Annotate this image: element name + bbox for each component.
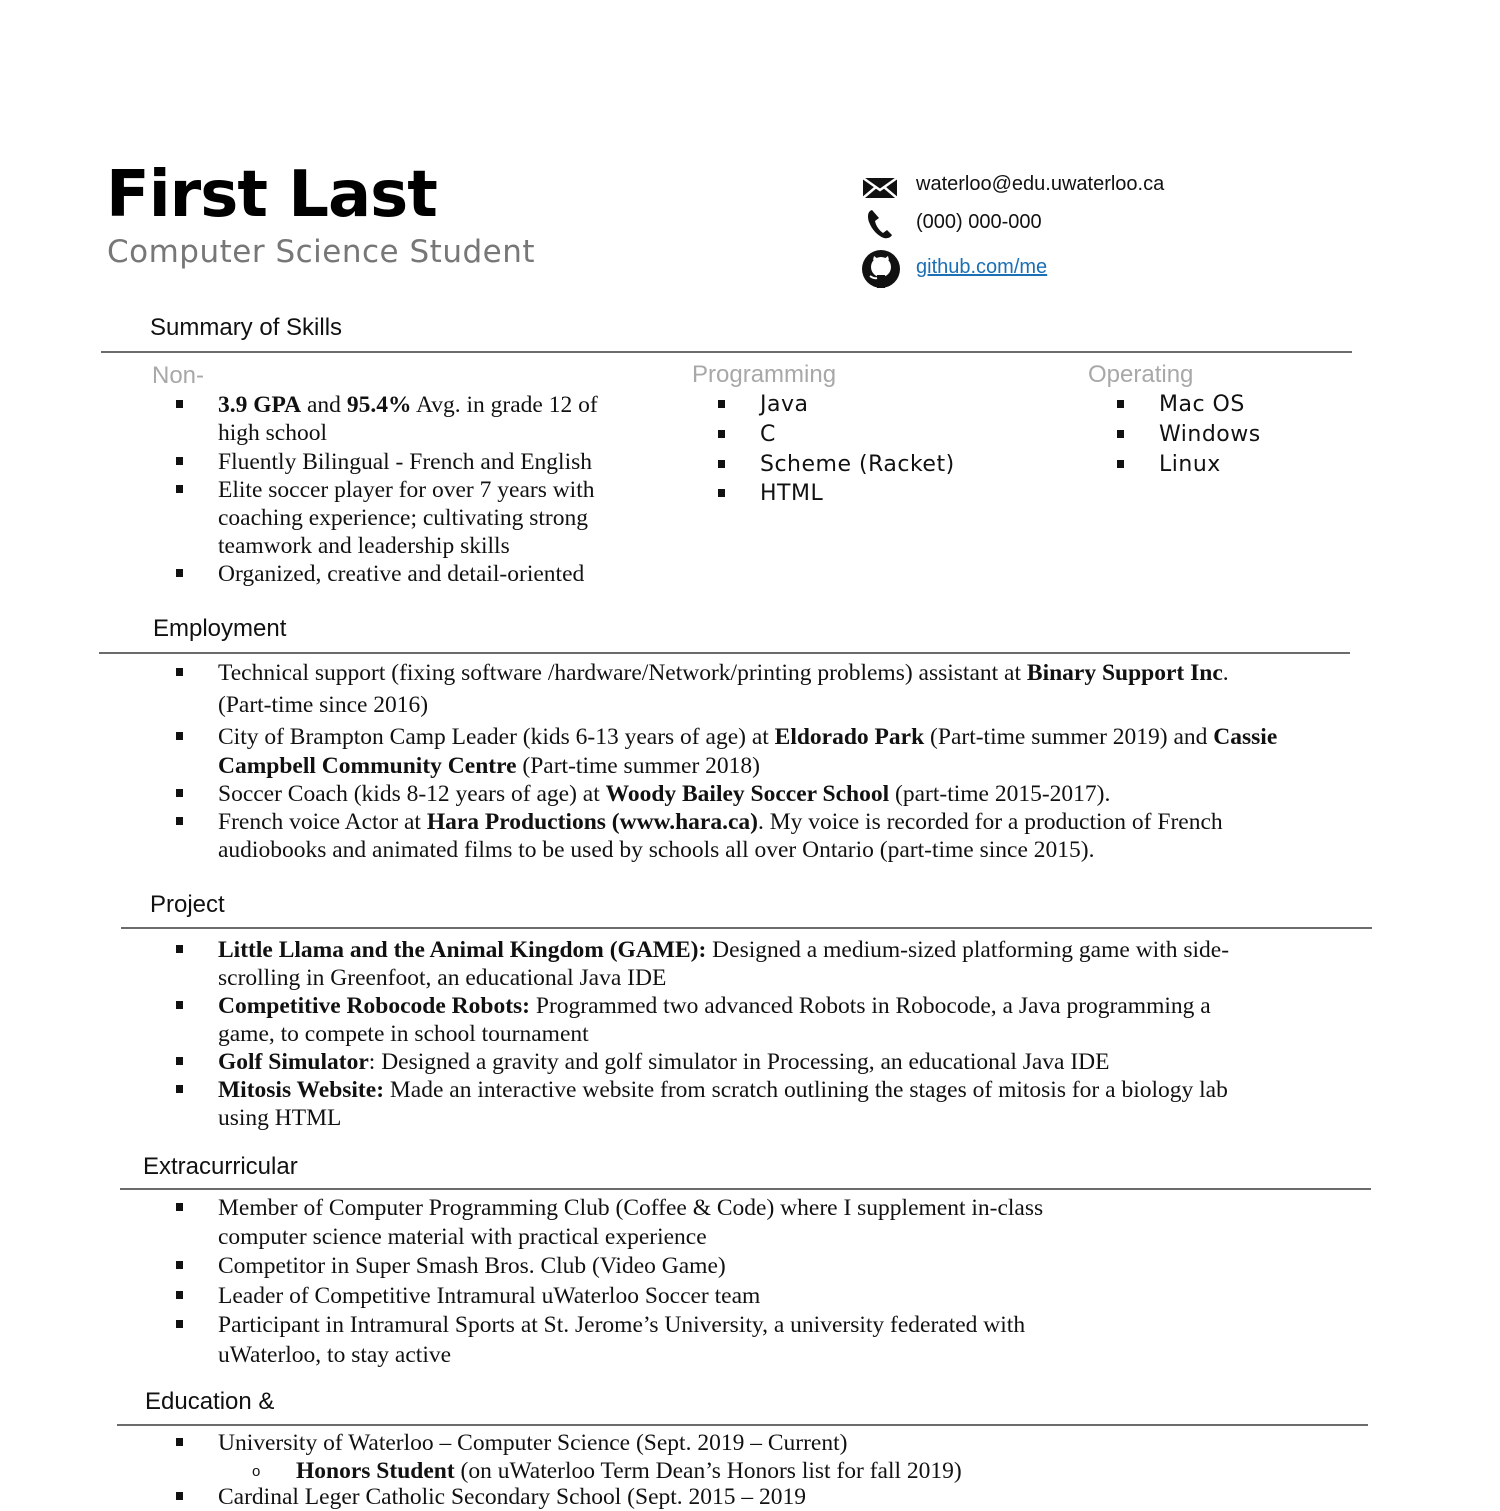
- bullet-icon: [176, 1261, 183, 1269]
- bullet-icon: [718, 489, 725, 497]
- section-divider: [120, 1188, 1371, 1190]
- text: Elite soccer player for over 7 years with: [218, 477, 595, 503]
- text: game, to compete in school tournament: [218, 1021, 589, 1047]
- list-item-line: [760, 391, 808, 419]
- text: Programmed two advanced Robots in Robocode, a Java programming a: [530, 993, 1211, 1019]
- github-link[interactable]: github.com/me: [916, 256, 1048, 278]
- list-item-line: [1159, 391, 1245, 419]
- list-item-line: [218, 780, 1110, 808]
- text: Fluently Bilingual - French and English: [218, 449, 593, 475]
- text: Made an interactive website from scratch outlining the stages of mitosis for a biology lab: [384, 1077, 1228, 1103]
- list-item-line: [218, 1223, 707, 1251]
- section-divider: [117, 1424, 1368, 1426]
- text: Technical support (fixing software /hardware/Network/printing problems) assistant at: [218, 660, 1027, 686]
- section-divider: [121, 927, 1372, 929]
- section-divider: [99, 652, 1350, 654]
- bullet-icon: [176, 668, 183, 676]
- text: City of Brampton Camp Leader (kids 6-13 years of age) at: [218, 724, 775, 750]
- bullet-icon: [176, 400, 183, 408]
- text: Avg. in grade 12 of: [411, 392, 598, 418]
- github-link-wrap[interactable]: [916, 256, 1047, 279]
- text: (Part-time summer 2018): [516, 753, 760, 779]
- skills-column-heading-programming: Programming: [692, 361, 837, 388]
- list-item-line: [218, 419, 327, 447]
- skills-column-heading-non: Non-: [152, 362, 205, 389]
- bold-text: Little Llama and the Animal Kingdom (GAME):: [218, 937, 707, 963]
- text: coaching experience; cultivating strong: [218, 505, 588, 531]
- bullet-icon: [1117, 430, 1124, 438]
- list-item-line: [1159, 421, 1261, 449]
- text: French voice Actor at: [218, 809, 427, 835]
- bullet-icon: [176, 789, 183, 797]
- bullet-icon: [176, 569, 183, 577]
- bold-text: Hara Productions (www.hara.ca): [426, 809, 758, 835]
- section-heading-skills: Summary of Skills: [150, 314, 343, 341]
- text: Competitor in Super Smash Bros. Club (Video Game): [218, 1253, 726, 1279]
- bullet-icon: [718, 460, 725, 468]
- list-item-line: [218, 1252, 726, 1280]
- bullet-icon: [176, 732, 183, 740]
- list-item-line: [218, 808, 1223, 836]
- text: computer science material with practical experience: [218, 1224, 707, 1250]
- text: Organized, creative and detail-oriented: [218, 561, 585, 587]
- text: scrolling in Greenfoot, an educational Java IDE: [218, 965, 667, 991]
- text: . My voice is recorded for a production of French: [758, 809, 1223, 835]
- bullet-icon: [1117, 460, 1124, 468]
- section-heading-education: Education &: [145, 1388, 275, 1415]
- bullet-icon: [176, 1203, 183, 1211]
- list-item-line: [218, 1429, 847, 1457]
- list-item-line: [218, 659, 1229, 687]
- list-item-line: [218, 1076, 1228, 1104]
- bold-text: Competitive Robocode Robots:: [218, 993, 530, 1019]
- bullet-icon: [176, 945, 183, 953]
- list-item-line: [218, 936, 1229, 964]
- list-item-line: [218, 1104, 341, 1132]
- list-item-line: [1159, 451, 1221, 479]
- text: (Part-time since 2016): [218, 692, 429, 718]
- candidate-name: First Last: [106, 158, 437, 232]
- bold-text: Cassie: [1213, 724, 1278, 750]
- section-heading-employment: Employment: [153, 615, 287, 642]
- bullet-icon: [176, 1085, 183, 1093]
- text: audiobooks and animated films to be used by schools all over Ontario (part-time since 2015).: [218, 837, 1095, 863]
- text: Leader of Competitive Intramural uWaterloo Soccer team: [218, 1283, 761, 1309]
- bold-text: Eldorado Park: [774, 724, 925, 750]
- list-item-line: [218, 836, 1094, 864]
- bold-text: Golf Simulator: [218, 1049, 369, 1075]
- list-item-line: [218, 1341, 451, 1369]
- bullet-icon: [718, 400, 725, 408]
- text: uWaterloo, to stay active: [218, 1342, 452, 1368]
- list-item-line: [218, 752, 760, 780]
- list-item-line: [218, 964, 666, 992]
- candidate-title: Computer Science Student: [107, 234, 536, 270]
- text: C: [760, 422, 776, 447]
- text: HTML: [760, 481, 824, 506]
- bold-text: 3.9 GPA: [218, 392, 302, 418]
- list-item-line: [218, 391, 598, 419]
- text: : Designed a gravity and golf simulator in Processing, an educational Java IDE: [368, 1049, 1110, 1075]
- list-item-line: [218, 1483, 806, 1511]
- bold-text: Woody Bailey Soccer School: [605, 781, 890, 807]
- list-item-line: [218, 691, 428, 719]
- bullet-icon: [176, 1291, 183, 1299]
- text: using HTML: [218, 1105, 342, 1131]
- bullet-icon: [176, 485, 183, 493]
- github-icon: [860, 248, 902, 290]
- skills-column-heading-operating: Operating: [1088, 361, 1194, 388]
- list-item-line: [218, 504, 588, 532]
- bullet-icon: [176, 1438, 183, 1446]
- bullet-icon: [176, 817, 183, 825]
- text: Designed a medium-sized platforming game with side-: [706, 937, 1230, 963]
- list-item-line: [296, 1457, 962, 1485]
- text: University of Waterloo – Computer Science (Sept. 2019 – Current): [218, 1430, 848, 1456]
- text: Mac OS: [1159, 392, 1245, 417]
- email-text: waterloo@edu.uwaterloo.ca: [916, 173, 1165, 195]
- bullet-icon: [176, 1001, 183, 1009]
- list-item-line: [760, 451, 955, 479]
- list-item-line: [218, 476, 595, 504]
- list-item-line: [218, 1282, 760, 1310]
- bold-text: Mitosis Website:: [218, 1077, 385, 1103]
- phone-text: (000) 000-000: [916, 211, 1042, 233]
- list-item-line: [760, 480, 823, 508]
- bold-text: 95.4%: [346, 392, 412, 418]
- list-item-line: [218, 723, 1277, 751]
- bullet-icon: [176, 1320, 183, 1328]
- bold-text: Honors Student: [296, 1458, 455, 1484]
- list-item-line: [218, 1194, 1043, 1222]
- list-item-line: [218, 532, 510, 560]
- text: (part-time 2015-2017).: [889, 781, 1111, 807]
- text: Java: [760, 392, 809, 417]
- text: high school: [218, 420, 328, 446]
- list-item-line: [218, 1311, 1025, 1339]
- bullet-icon: [1117, 400, 1124, 408]
- text: Linux: [1159, 452, 1221, 477]
- text: Member of Computer Programming Club (Coffee & Code) where I supplement in-class: [218, 1195, 1044, 1221]
- text: (Part-time summer 2019) and: [924, 724, 1214, 750]
- text: Participant in Intramural Sports at St. Jerome’s University, a university federated with: [218, 1312, 1026, 1338]
- text: Windows: [1159, 422, 1261, 447]
- phone-icon: [860, 208, 900, 240]
- text: Soccer Coach (kids 8-12 years of age) at: [218, 781, 606, 807]
- list-item-line: [218, 992, 1211, 1020]
- bold-text: Campbell Community Centre: [218, 753, 517, 779]
- list-item-line: [218, 448, 592, 476]
- sub-bullet-icon: o: [252, 1463, 261, 1480]
- bullet-icon: [176, 457, 183, 465]
- text: .: [1222, 660, 1229, 686]
- list-item-line: [218, 560, 584, 588]
- bullet-icon: [176, 1057, 183, 1065]
- bold-text: Binary Support Inc: [1026, 660, 1223, 686]
- list-item-line: [218, 1020, 589, 1048]
- list-item-line: [218, 1048, 1110, 1076]
- text: Cardinal Leger Catholic Secondary School (Sept. 2015 – 2019: [218, 1484, 807, 1510]
- text: teamwork and leadership skills: [218, 533, 510, 559]
- section-heading-project: Project: [150, 891, 225, 918]
- section-heading-extracurricular: Extracurricular: [143, 1153, 298, 1180]
- text: (on uWaterloo Term Dean’s Honors list for fall 2019): [454, 1458, 962, 1484]
- bullet-icon: [176, 1492, 183, 1500]
- envelope-icon: [860, 176, 900, 200]
- list-item-line: [760, 421, 776, 449]
- text: and: [301, 392, 347, 418]
- text: Scheme (Racket): [760, 452, 955, 477]
- section-divider: [101, 351, 1352, 353]
- bullet-icon: [718, 430, 725, 438]
